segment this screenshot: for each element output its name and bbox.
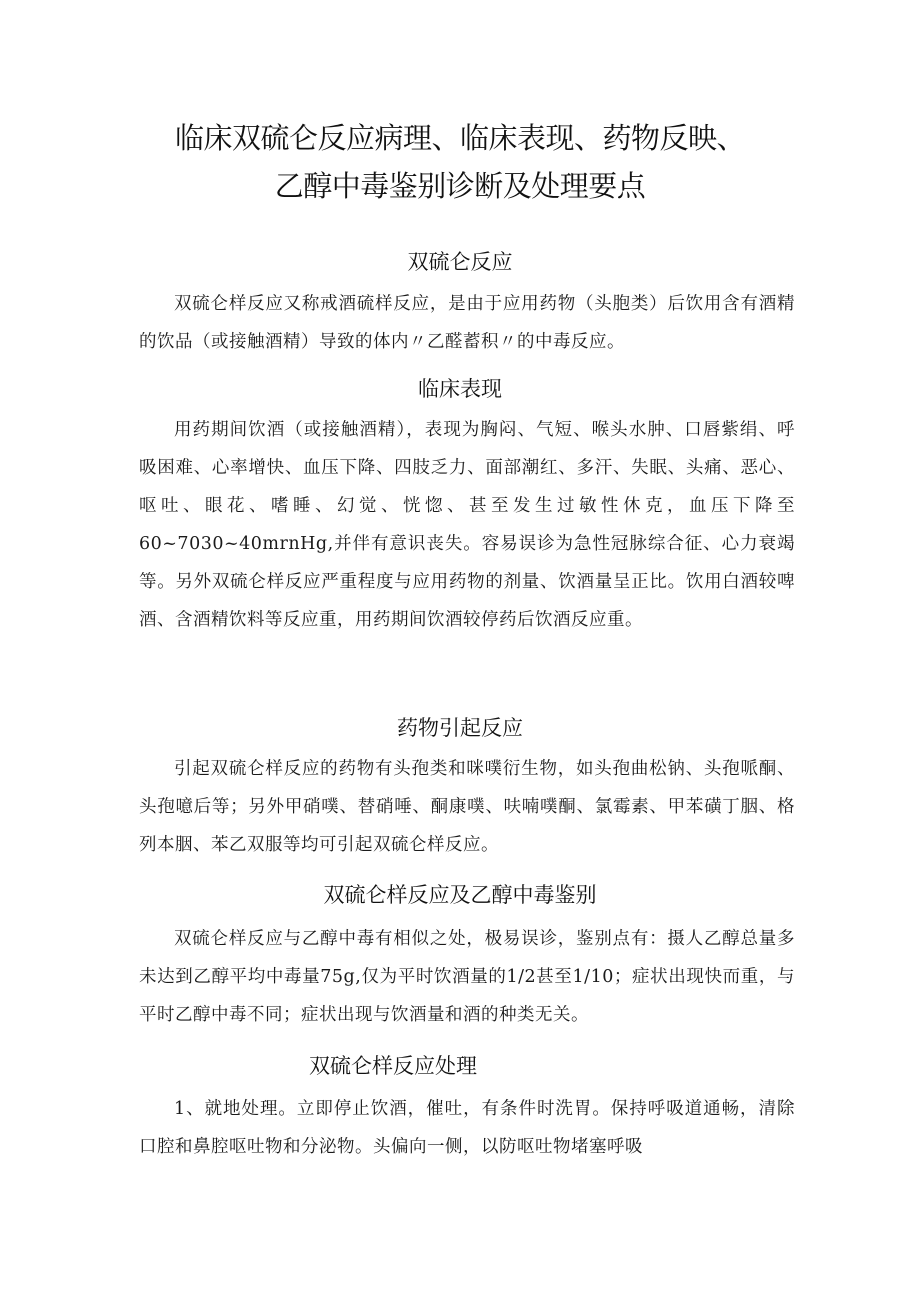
section-heading-disulfiram-reaction: 双硫仑反应 [407,250,513,274]
document-title-line1: 临床双硫仑反应病理、临床表现、药物反映、 [174,121,745,155]
section-heading-clinical-manifestations: 临床表现 [418,377,502,401]
section-heading-drug-causes: 药物引起反应 [397,716,523,740]
section-body-drug-causes: 引起双硫仑样反应的药物有头孢类和咪噗衍生物，如头孢曲松钠、头孢哌酮、头孢噫后等；另外甲硝噗、替硝唾、酮康噗、呋喃噗酮、氯霉素、甲苯磺丁胭、格列本胭、苯乙双服等均可引起双硫仑样反应。 [139,759,795,855]
section-heading-treatment: 双硫仑样反应处理 [309,1054,477,1078]
section-body-clinical-manifestations: 用药期间饮酒（或接触酒精），表现为胸闷、气短、喉头水肿、口唇紫绢、呼吸困难、心率增快、血压下降、四肢乏力、面部潮红、多汗、失眠、头痛、恶心、呕吐、眼花、嗜睡、幻觉、恍惚、甚至发生过敏性休克，血压下降至60~7030~40mrnHg,并伴有意识丧失。容易误诊为急性冠脉综合征、心力衰竭等。另外双硫仑样反应严重程度与应用药物的剂量、饮酒量呈正比。饮用白酒较啤酒、含酒精饮料等反应重，用药期间饮酒较停药后饮酒反应重。 [139,420,795,630]
section-heading-differential-diagnosis: 双硫仑样反应及乙醇中毒鉴别 [323,883,597,907]
section-body-treatment: 1、就地处理。立即停止饮酒，催吐，有条件时洗胃。保持呼吸道通畅，清除口腔和鼻腔呕吐物和分泌物。头偏向一侧，以防呕吐物堵塞呼吸 [139,1099,795,1157]
section-body-differential-diagnosis: 双硫仑样反应与乙醇中毒有相似之处，极易误诊，鉴别点有：摄人乙醇总量多未达到乙醇平均中毒量75g,仅为平时饮酒量的1/2甚至1/10；症状出现快而重，与平时乙醇中毒不同；症状出现与饮酒量和酒的种类无关。 [139,929,795,1025]
section-body-disulfiram-reaction: 双硫仑样反应又称戒酒硫样反应，是由于应用药物（头胞类）后饮用含有酒精的饮品（或接触酒精）导致的体内〃乙醛蓄积〃的中毒反应。 [139,294,795,352]
document-title-line2: 乙醇中毒鉴别诊断及处理要点 [274,169,646,203]
